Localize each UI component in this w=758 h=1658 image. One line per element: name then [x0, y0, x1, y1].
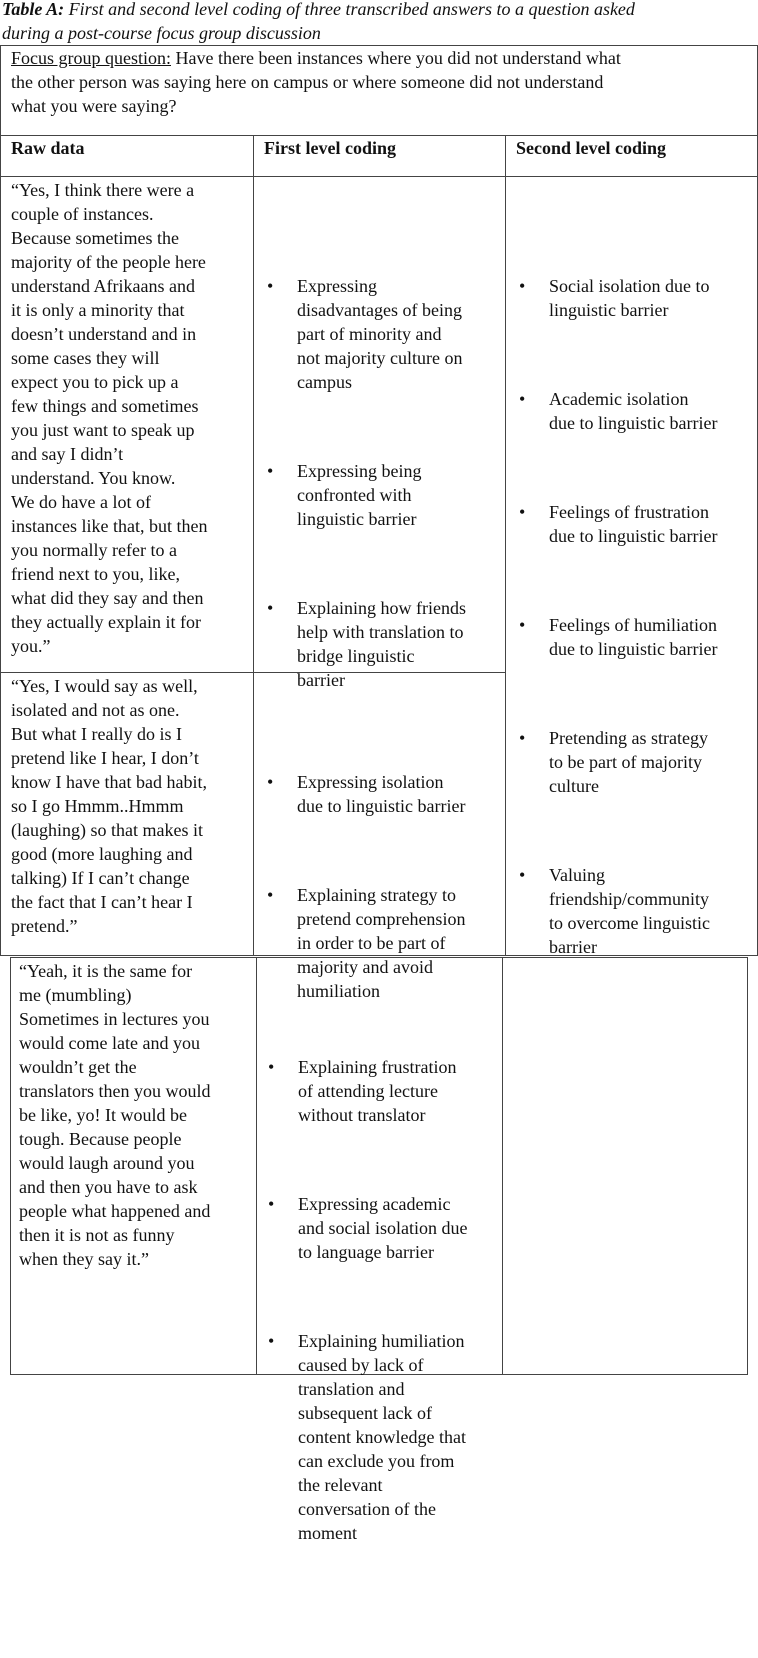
first-level-cell-2 [253, 672, 506, 1001]
header-raw-data: Raw data [0, 135, 254, 177]
second-level-cell-3-empty [502, 957, 748, 1375]
list-item: • Valuing friendship/community to overcome linguistic barrier [518, 863, 747, 959]
list-item: • Explaining how friends help with translation to bridge linguistic barrier [266, 596, 495, 692]
table-caption [2, 0, 758, 45]
first-level-cell-1 [253, 176, 506, 690]
focus-question-cell [0, 45, 758, 136]
list-item: • Explaining frustration of attending lecture without translator [267, 1055, 492, 1127]
caption-label: Table A: [2, 0, 65, 19]
question-text: Have there been instances where you did not understand what the other person was saying here on campus or where someone did not understand what you were saying? [11, 48, 621, 116]
list-item: • Explaining humiliation caused by lack of translation and subsequent lack of content knowledge that can exclude you from the relevant conversation of the moment [267, 1329, 492, 1545]
list-item: • Expressing being confronted with linguistic barrier [266, 459, 495, 531]
raw-data-cell-1: “Yes, I think there were a couple of instances. Because sometimes the majority of the people here understand Afrikaans and it is only a minority that doesn’t understand and in some cases they will expect you to pick up a few things and sometimes you just want to speak up and say I didn’t understand. You know. We do have a lot of instances like that, but then you normally refer to a friend next to you, like, what did they say and then they actually explain it for you.” [0, 176, 254, 673]
list-item: • Expressing disadvantages of being part of minority and not majority culture on campus [266, 274, 495, 394]
list-item: • Feelings of humiliation due to linguistic barrier [518, 613, 747, 661]
raw-data-cell-3: “Yeah, it is the same for me (mumbling) Sometimes in lectures you would come late and you wouldn’t get the translators then you would be like, yo! It would be tough. Because people would laugh around you and then you have to ask people what happened and then it is not as funny when they say it.” [10, 957, 257, 1375]
second-level-cell [505, 176, 758, 956]
first-level-cell-3 [256, 957, 503, 1543]
question-label: Focus group question: [11, 48, 171, 68]
list-item: • Explaining strategy to pretend comprehension in order to be part of majority and avoid humiliation [266, 883, 495, 1003]
list-item: • Feelings of frustration due to linguistic barrier [518, 500, 747, 548]
header-first-level: First level coding [253, 135, 506, 177]
header-second-level: Second level coding [505, 135, 758, 177]
list-item: • Pretending as strategy to be part of majority culture [518, 726, 747, 798]
list-item: • Academic isolation due to linguistic barrier [518, 387, 747, 435]
raw-data-cell-2: “Yes, I would say as well, isolated and not as one. But what I really do is I pretend like I hear, I don’t know I have that bad habit, so I go Hmmm..Hmmm (laughing) so that makes it good (more laughing and talking) If I can’t change the fact that I can’t hear I pretend.” [0, 672, 254, 956]
list-item: • Expressing academic and social isolation due to language barrier [267, 1192, 492, 1264]
list-item: • Social isolation due to linguistic barrier [518, 274, 747, 322]
caption-text: First and second level coding of three transcribed answers to a question asked during a post-course focus group discussion [2, 0, 635, 43]
list-item: • Expressing isolation due to linguistic barrier [266, 770, 495, 818]
